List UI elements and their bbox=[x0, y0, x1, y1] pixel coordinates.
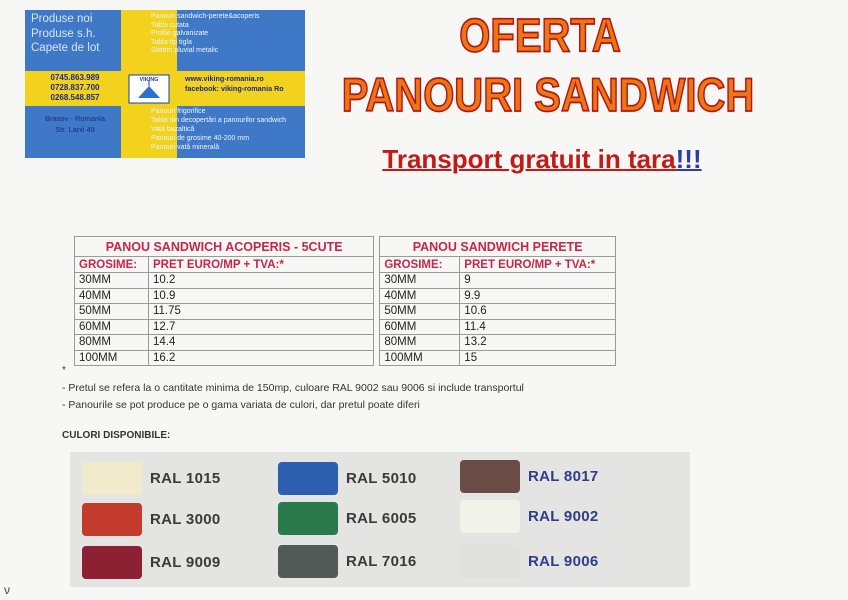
product-line: Profile galvanizate bbox=[151, 30, 209, 38]
thickness-cell: 50MM bbox=[75, 304, 149, 320]
swatch-label: RAL 9002 bbox=[528, 508, 599, 525]
color-chip bbox=[278, 462, 338, 495]
product-line: Tabla tip tigla bbox=[151, 38, 192, 46]
address-line: Brasov - Romania bbox=[44, 114, 106, 123]
swatch-ral-9009 bbox=[82, 546, 221, 579]
roof-price-cell: 12.7 bbox=[148, 319, 373, 335]
thickness-cell: 100MM bbox=[75, 350, 149, 366]
banner-line: Produse noi bbox=[31, 13, 93, 25]
thickness-cell: 60MM bbox=[380, 319, 460, 335]
color-chip bbox=[82, 462, 142, 495]
logo-wordmark: VIKING bbox=[139, 77, 159, 83]
wall-price-cell: 11.4 bbox=[460, 319, 616, 335]
product-line: Panouri de grosime 40-200 mm bbox=[151, 134, 250, 142]
table-subheader-row bbox=[75, 257, 616, 273]
phone-number: 0268.548.857 bbox=[50, 93, 100, 102]
swatch-label: RAL 9006 bbox=[528, 553, 599, 570]
address-line: Str. Lanii 49 bbox=[55, 124, 95, 134]
swatch-label: RAL 1015 bbox=[150, 470, 221, 487]
swatch-ral-6005 bbox=[278, 502, 417, 535]
banner-web bbox=[185, 74, 297, 94]
thickness-column-header: GROSIME: bbox=[75, 257, 149, 273]
color-chip bbox=[460, 460, 520, 493]
facebook-link[interactable]: facebook: viking-romania Ro bbox=[185, 84, 284, 93]
footnote-marker: * bbox=[62, 365, 66, 376]
banner-products-top bbox=[151, 13, 301, 56]
footnote-minimum-quantity: - Pretul se refera la o cantitate minima de 150mp, culoare RAL 9002 sau 9006 si include transportul bbox=[62, 382, 524, 394]
color-chip bbox=[460, 500, 520, 533]
thickness-column-header: GROSIME: bbox=[380, 257, 460, 273]
table-row bbox=[75, 288, 616, 304]
product-line: Vată bazaltică bbox=[151, 125, 195, 133]
swatch-label: RAL 5010 bbox=[346, 470, 417, 487]
thickness-cell: 80MM bbox=[75, 335, 149, 351]
roof-price-cell: 11.75 bbox=[148, 304, 373, 320]
transport-subtitle bbox=[274, 144, 810, 175]
table-row bbox=[75, 304, 616, 320]
table-header-row bbox=[75, 237, 616, 257]
swatch-ral-3000 bbox=[82, 503, 221, 536]
phone-number: 0745.863.989 bbox=[50, 73, 100, 82]
color-chip bbox=[278, 502, 338, 535]
offer-title: OFERTA bbox=[459, 9, 621, 62]
corner-mark: ν bbox=[4, 583, 10, 597]
swatch-ral-9002 bbox=[460, 500, 599, 533]
color-chip bbox=[278, 545, 338, 578]
offer-title-product: PANOURI SANDWICH bbox=[341, 69, 755, 122]
wall-panel-header: PANOU SANDWICH PERETE bbox=[380, 237, 616, 257]
swatch-label: RAL 6005 bbox=[346, 510, 417, 527]
roof-price-cell: 14.4 bbox=[148, 335, 373, 351]
price-column-header: PRET EURO/MP + TVA:* bbox=[148, 257, 373, 273]
color-swatch-panel bbox=[70, 452, 690, 587]
wall-price-cell: 9 bbox=[460, 273, 616, 289]
thickness-cell: 30MM bbox=[380, 273, 460, 289]
thickness-cell: 30MM bbox=[75, 273, 149, 289]
banner-product-types bbox=[31, 12, 119, 56]
product-line: Panouri sandwich-perete&acoperis bbox=[151, 13, 260, 20]
swatch-ral-9006 bbox=[460, 545, 599, 578]
swatch-label: RAL 9009 bbox=[150, 554, 221, 571]
roof-price-cell: 10.9 bbox=[148, 288, 373, 304]
table-row bbox=[75, 350, 616, 366]
thickness-cell: 100MM bbox=[380, 350, 460, 366]
product-line: Tabla cutata bbox=[151, 21, 189, 29]
transport-subtitle-text: Transport gratuit in tara bbox=[382, 144, 676, 174]
swatch-label: RAL 8017 bbox=[528, 468, 599, 485]
swatch-ral-1015 bbox=[82, 462, 221, 495]
thickness-cell: 40MM bbox=[380, 288, 460, 304]
company-banner bbox=[25, 10, 305, 158]
website-link[interactable]: www.viking-romania.ro bbox=[185, 74, 264, 83]
swatch-label: RAL 7016 bbox=[346, 553, 417, 570]
table-row bbox=[75, 319, 616, 335]
color-chip bbox=[82, 546, 142, 579]
swatch-ral-7016 bbox=[278, 545, 417, 578]
swatch-label: RAL 3000 bbox=[150, 511, 221, 528]
banner-line: Produse s.h. bbox=[31, 27, 96, 40]
phone-number: 0728.837.700 bbox=[50, 83, 100, 92]
footnote-color-pricing: - Panourile se pot produce pe o gama variata de culori, dar pretul poate diferi bbox=[62, 399, 420, 411]
roof-panel-header: PANOU SANDWICH ACOPERIS - 5CUTE bbox=[75, 237, 374, 257]
wall-price-cell: 15 bbox=[460, 350, 616, 366]
product-line: Sistem pluvial metalic bbox=[151, 47, 219, 55]
wall-price-cell: 10.6 bbox=[460, 304, 616, 320]
swatch-ral-8017 bbox=[460, 460, 599, 493]
roof-price-cell: 10.2 bbox=[148, 273, 373, 289]
thickness-cell: 50MM bbox=[380, 304, 460, 320]
wall-price-cell: 9.9 bbox=[460, 288, 616, 304]
product-line: Panouri vată minerală bbox=[151, 143, 220, 151]
roof-price-cell: 16.2 bbox=[148, 350, 373, 366]
product-line: Panouri frigorifice bbox=[151, 108, 206, 115]
thickness-cell: 40MM bbox=[75, 288, 149, 304]
transport-subtitle-exclamation: !!! bbox=[675, 144, 702, 174]
table-row bbox=[75, 335, 616, 351]
color-chip bbox=[82, 503, 142, 536]
product-line: Tabla din decopertări a panourilor sandwich bbox=[151, 116, 287, 124]
swatch-ral-5010 bbox=[278, 462, 417, 495]
thickness-cell: 60MM bbox=[75, 319, 149, 335]
thickness-cell: 80MM bbox=[380, 335, 460, 351]
color-chip bbox=[460, 545, 520, 578]
price-column-header: PRET EURO/MP + TVA:* bbox=[460, 257, 616, 273]
banner-phones bbox=[31, 73, 119, 103]
wall-price-cell: 13.2 bbox=[460, 335, 616, 351]
banner-address bbox=[31, 114, 119, 135]
banner-line: Capete de lot bbox=[31, 42, 100, 54]
colors-heading: CULORI DISPONIBILE: bbox=[62, 430, 171, 441]
price-table bbox=[74, 236, 616, 366]
table-row bbox=[75, 273, 616, 289]
